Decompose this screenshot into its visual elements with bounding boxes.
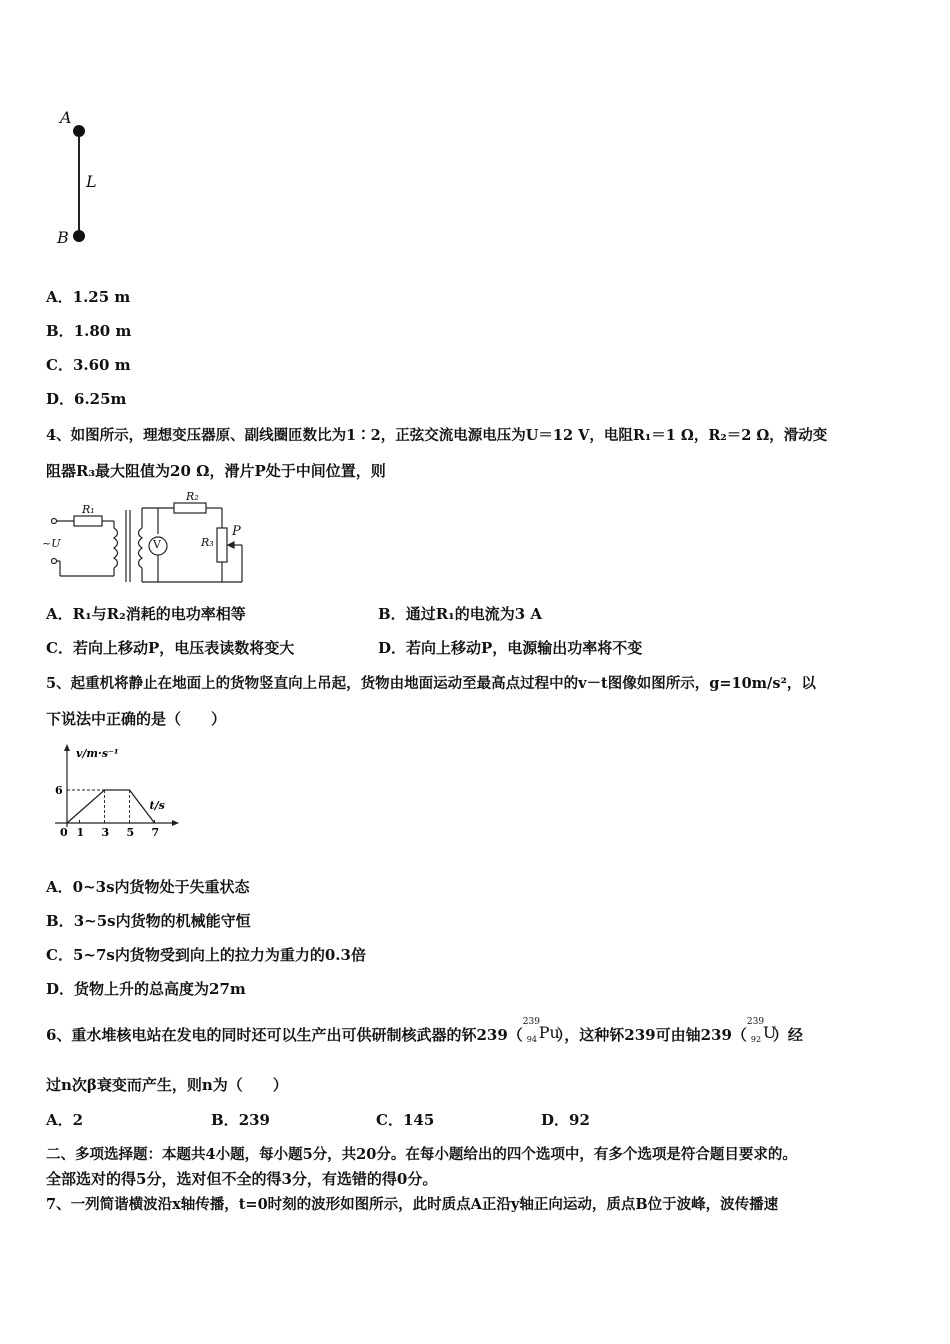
- circuit-r2-label: R₂: [186, 490, 199, 503]
- q4-option-d[interactable]: D．若向上移动P，电源输出功率将不变: [378, 639, 643, 657]
- q4-option-b[interactable]: B．通过R₁的电流为3 A: [378, 605, 543, 623]
- q5-stem-line1: 5、起重机将静止在地面上的货物竖直向上吊起，货物由地面运动至最高点过程中的v－t图像如图所示，g=10m/s²，以: [46, 675, 816, 692]
- y-tick-label-6: 6: [55, 784, 63, 797]
- x-tick-label-5: 5: [126, 826, 135, 839]
- q4-stem-line1: 4、如图所示，理想变压器原、副线圈匝数比为1∶2，正弦交流电源电压为U＝12 V，电阻R₁＝1 Ω，R₂＝2 Ω，滑动变: [46, 427, 828, 444]
- label-a: A: [60, 108, 72, 127]
- x-tick-label-1: 1: [76, 826, 85, 839]
- q4-stem-line2: 阻器R₃最大阻值为20 Ω，滑片P处于中间位置，则: [46, 462, 386, 480]
- q6-stem-line2: 过n次β衰变而产生，则n为（ ）: [46, 1076, 288, 1094]
- point-a: [73, 125, 85, 137]
- q5-option-a[interactable]: A．0~3s内货物处于失重状态: [46, 878, 250, 896]
- label-b: B: [57, 228, 69, 247]
- section2-heading-line1: 二、多项选择题：本题共4小题，每小题5分，共20分。在每小题给出的四个选项中，有多个选项是符合题目要求的。: [46, 1146, 797, 1163]
- q3-option-b[interactable]: B．1.80 m: [46, 322, 132, 340]
- pu-isotope: 239 94 Pu: [522, 1017, 560, 1044]
- q3-option-c[interactable]: C．3.60 m: [46, 356, 131, 374]
- voltmeter-label: V: [153, 538, 161, 551]
- y-axis-label: v/m·s⁻¹: [76, 747, 119, 760]
- q5-option-c[interactable]: C．5~7s内货物受到向上的拉力为重力的0.3倍: [46, 946, 366, 964]
- label-l: L: [86, 172, 97, 191]
- section2-heading-line2: 全部选对的得5分，选对但不全的得3分，有选错的得0分。: [46, 1170, 438, 1188]
- x-tick-label-0: 0: [60, 826, 68, 839]
- point-b: [73, 230, 85, 242]
- x-axis-label: t/s: [149, 799, 165, 812]
- x-tick-label-7: 7: [151, 826, 160, 839]
- y-axis-arrow: [64, 744, 70, 751]
- circuit-r3-label: R₃: [201, 536, 214, 549]
- q4-option-a[interactable]: A．R₁与R₂消耗的电功率相等: [46, 605, 246, 623]
- q5-option-b[interactable]: B．3~5s内货物的机械能守恒: [46, 912, 251, 930]
- x-axis-arrow: [172, 820, 179, 826]
- x-tick-label-3: 3: [101, 826, 110, 839]
- q6-stem-line1: 6、重水堆核电站在发电的同时还可以生产出可供研制核武器的钚239（ 239 94 Pu ），这种钚239可由铀239（ 239 92 U ）经: [46, 1024, 803, 1047]
- q5-stem-line2: 下说法中正确的是（ ）: [46, 710, 227, 728]
- q6-option-a[interactable]: A．2: [46, 1111, 84, 1129]
- q6-option-d[interactable]: D．92: [541, 1111, 590, 1129]
- circuit-p-label: P: [232, 524, 241, 539]
- circuit-source-label: ~U: [42, 537, 61, 550]
- q3-option-d[interactable]: D．6.25m: [46, 390, 127, 408]
- q6-option-b[interactable]: B．239: [211, 1111, 270, 1129]
- circuit-r1-label: R₁: [82, 503, 95, 516]
- series-line: [67, 790, 155, 823]
- u-isotope: 239 92 U: [746, 1017, 777, 1044]
- q3-option-a[interactable]: A．1.25 m: [46, 288, 131, 306]
- q4-option-c[interactable]: C．若向上移动P，电压表读数将变大: [46, 639, 295, 657]
- q7-stem-line1: 7、一列简谐横波沿x轴传播，t=0时刻的波形如图所示，此时质点A正沿y轴正向运动，质点B位于波峰，波传播速: [46, 1196, 779, 1213]
- vt-chart: [40, 742, 240, 842]
- q5-option-d[interactable]: D．货物上升的总高度为27m: [46, 980, 246, 998]
- q6-option-c[interactable]: C．145: [376, 1111, 435, 1129]
